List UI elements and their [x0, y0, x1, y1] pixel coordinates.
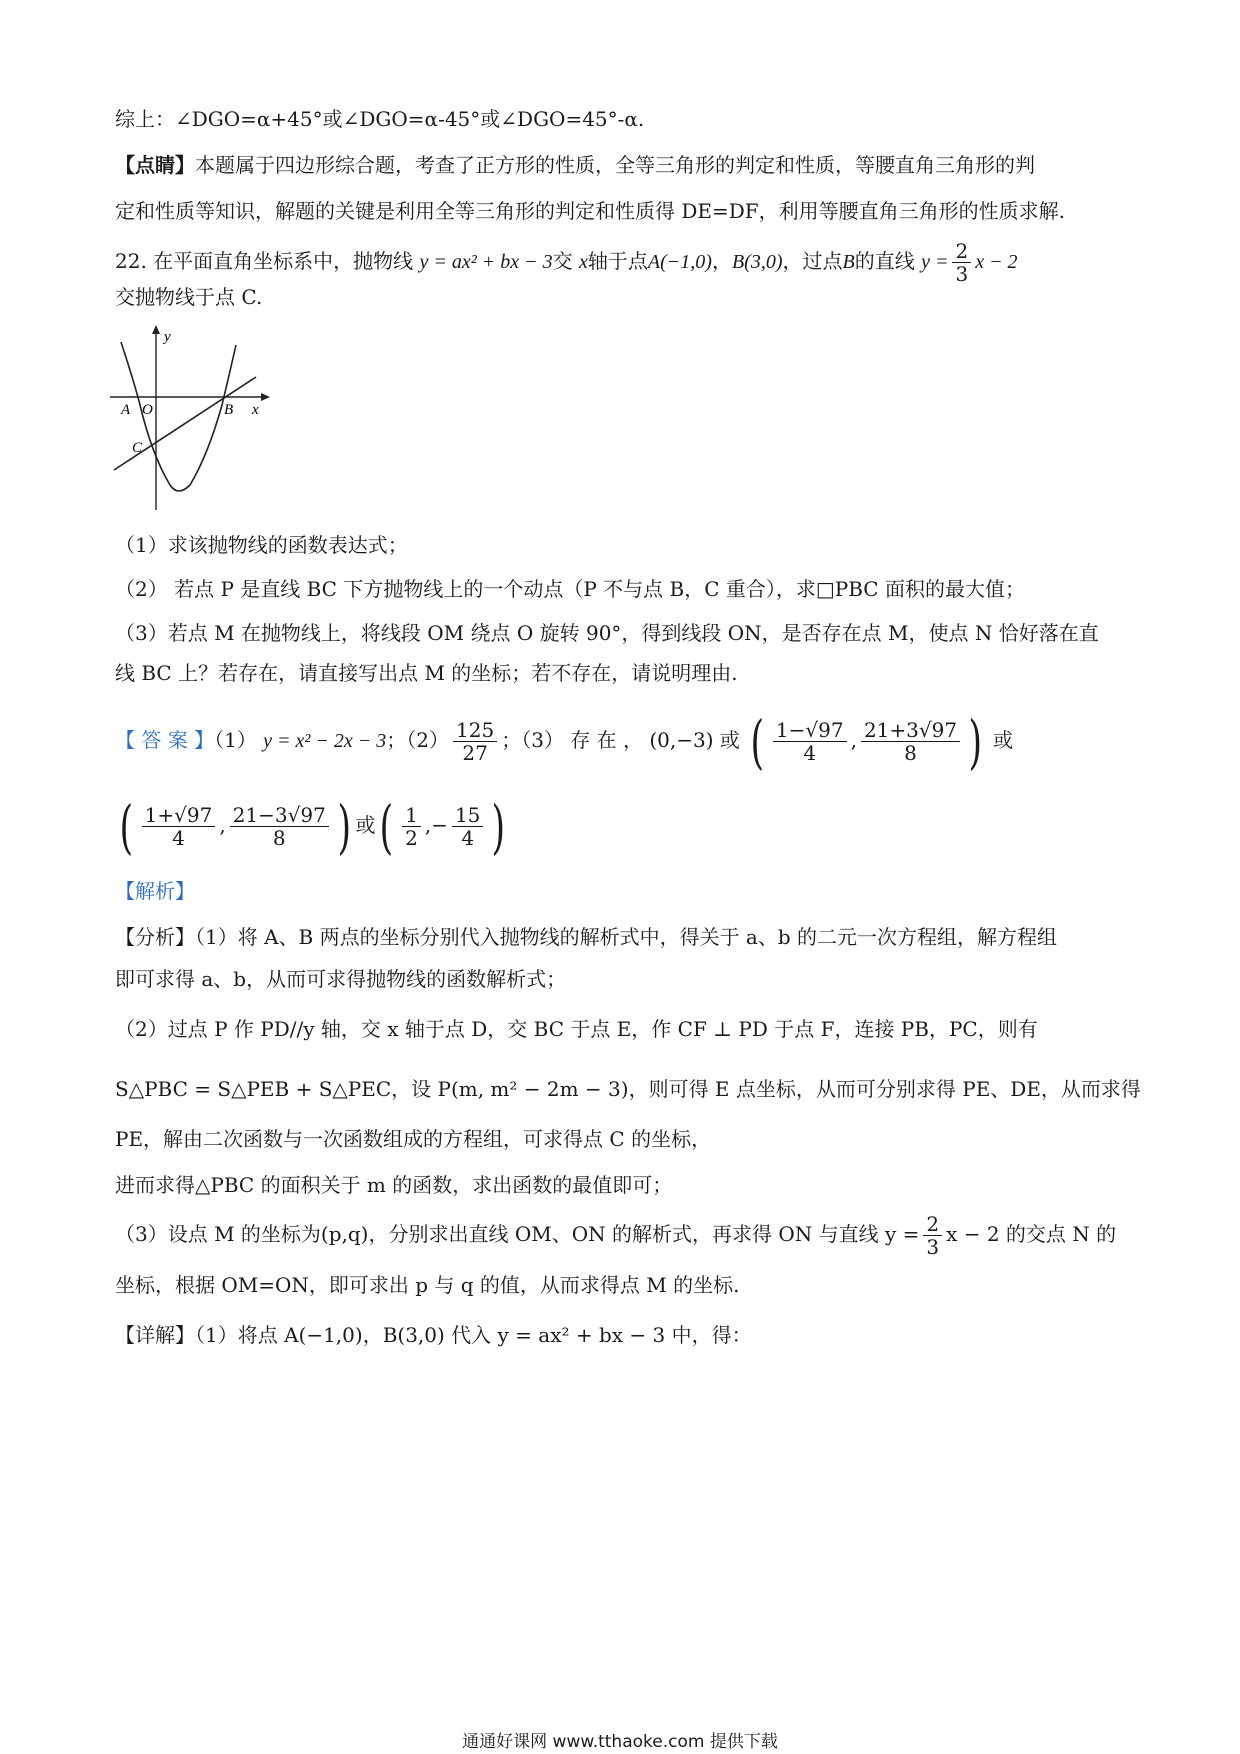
analysis-2c: PE，解由二次函数与一次函数组成的方程组，可求得点 C 的坐标，	[115, 1127, 712, 1151]
answer-eq-1: y = x² − 2x − 3	[263, 730, 387, 752]
problem-text-1e: 的直线	[854, 249, 915, 273]
answer-point-3-y: $\frac{21-3√97}{8}$	[230, 804, 329, 849]
label-c: C	[132, 440, 143, 456]
line-eq-right: x − 2	[975, 251, 1018, 273]
analysis-2d: 进而求得△PBC 的面积关于 m 的函数，求出函数的最值即可；	[115, 1173, 673, 1197]
problem-line-1: 22. 在平面直角坐标系中，抛物线 y = ax² + bx − 3交 x轴于点A(−1,0)，B(3,0)，过点B的直线 y = $\frac{2}{3}$ x − 2	[115, 239, 1018, 286]
dianjing-tag: 【点睛】	[115, 153, 195, 177]
footer-source: 通通好课网 www.tthaoke.com 提供下载	[462, 1732, 778, 1752]
answer-part-1: （1）	[214, 728, 257, 752]
question-3-line-1: （3）若点 M 在抛物线上，将线段 OM 绕点 O 旋转 90°，得到线段 ON，是否存在点 M，使点 N 恰好落在直	[115, 621, 1099, 645]
label-y: y	[164, 329, 171, 345]
y-axis-arrow	[152, 325, 160, 334]
problem-line-2: 交抛物线于点 C.	[115, 285, 263, 309]
question-1: （1）求该抛物线的函数表达式；	[115, 533, 408, 557]
answer-line-1: 【 答 案 】（1） y = x² − 2x − 3；（2） $\frac{125}{27}$ ；（3） 存 在 ， (0,−3) 或 ( $\frac{1-√97}{4}$ , $\frac{21+3√97}{8}$ ) 或	[115, 707, 1014, 776]
dianjing-line-2: 定和性质等知识，解题的关键是利用全等三角形的判定和性质得 DE=DF，利用等腰直角三角形的性质求解.	[115, 199, 1066, 223]
problem-parabola-eq: y = ax² + bx − 3	[419, 251, 553, 273]
analysis-2b: S△PBC = S△PEB + S△PEC，设 P(m, m² − 2m − 3)，则可得 E 点坐标，从而可分别求得 PE、DE，从而求得	[115, 1077, 1141, 1101]
analysis-2a: （2）过点 P 作 PD//y 轴，交 x 轴于点 D，交 BC 于点 E，作 CF ⊥ PD 于点 F，连接 PB，PC，则有	[115, 1017, 1038, 1041]
problem-text-1a: 在平面直角坐标系中，抛物线	[153, 249, 414, 273]
label-b: B	[224, 402, 234, 418]
b-var: B	[842, 251, 855, 273]
answer-or-2: 或	[993, 728, 1014, 752]
answer-tag: 【 答 案 】	[115, 728, 215, 752]
label-a: A	[121, 402, 131, 418]
answer-point-4-y: $\frac{15}{4}$	[452, 804, 483, 849]
answer-max-area-fraction: $\frac{125}{27}$	[453, 719, 497, 764]
answer-point-2-x: $\frac{1-√97}{4}$	[773, 719, 847, 764]
x-var: x	[579, 251, 588, 273]
answer-point-4-x: $\frac{1}{2}$	[402, 804, 421, 849]
label-x: x	[252, 402, 259, 418]
answer-line-2: ( $\frac{1+√97}{4}$ , $\frac{21-3√97}{8}$ ) 或( $\frac{1}{2}$ ,− $\frac{15}{4}$ )	[119, 792, 506, 861]
x-axis-arrow	[261, 393, 270, 401]
analysis-slope-fraction: $\frac{2}{3}$	[923, 1213, 942, 1258]
label-o: O	[142, 402, 153, 418]
point-b: B(3,0)	[731, 251, 783, 273]
line-bc	[114, 377, 256, 470]
analysis-1b: 即可求得 a、b，从而可求得抛物线的函数解析式；	[115, 967, 567, 991]
problem-text-1b: 交	[552, 249, 573, 273]
jiexi-heading: 【解析】	[115, 879, 195, 903]
answer-or-3: 或	[355, 813, 376, 837]
question-2: （2） 若点 P 是直线 BC 下方抛物线上的一个动点（P 不与点 B，C 重合），求□PBC 面积的最大值；	[115, 577, 1025, 601]
point-a: A(−1,0)	[647, 251, 712, 273]
answer-point-3-x: $\frac{1+√97}{4}$	[142, 804, 216, 849]
problem-text-1d: ，过点	[782, 249, 843, 273]
dianjing-text-1: 本题属于四边形综合题，考查了正方形的性质，全等三角形的判定和性质，等腰直角三角形的判	[195, 153, 1035, 177]
answer-part-2: ；（2）	[386, 728, 450, 752]
line-slope-fraction: $\frac{2}{3}$	[952, 240, 971, 285]
question-3-line-2: 线 BC 上？若存在，请直接写出点 M 的坐标；若不存在，请说明理由.	[115, 661, 738, 685]
dianjing-line-1	[115, 150, 1035, 180]
problem-text-1c: 轴于点	[587, 249, 648, 273]
parabola-figure	[110, 325, 290, 515]
detail-line: 【详解】（1）将点 A(−1,0)，B(3,0) 代入 y = ax² + bx − 3 中，得：	[115, 1323, 752, 1347]
parabola-curve	[121, 342, 236, 491]
analysis-1a: 【分析】（1）将 A、B 两点的坐标分别代入抛物线的解析式中，得关于 a、b 的二元一次方程组，解方程组	[115, 925, 1058, 949]
answer-point-1: (0,−3)	[649, 728, 714, 752]
analysis-3a: （3）设点 M 的坐标为(p,q)，分别求出直线 OM、ON 的解析式，再求得 ON 与直线 y = $\frac{2}{3}$ x − 2 的交点 N 的	[115, 1212, 1117, 1259]
answer-point-2-y: $\frac{21+3√97}{8}$	[861, 719, 960, 764]
problem-number: 22.	[115, 249, 147, 273]
analysis-3b: 坐标，根据 OM=ON，即可求出 p 与 q 的值，从而求得点 M 的坐标.	[115, 1273, 740, 1297]
answer-or-1: 或	[719, 728, 740, 752]
summary-line: 综上：∠DGO=α+45°或∠DGO=α-45°或∠DGO=45°-α.	[115, 107, 645, 131]
line-eq-left: y =	[921, 251, 949, 273]
answer-part-3: ；（3） 存 在 ，	[501, 728, 644, 752]
